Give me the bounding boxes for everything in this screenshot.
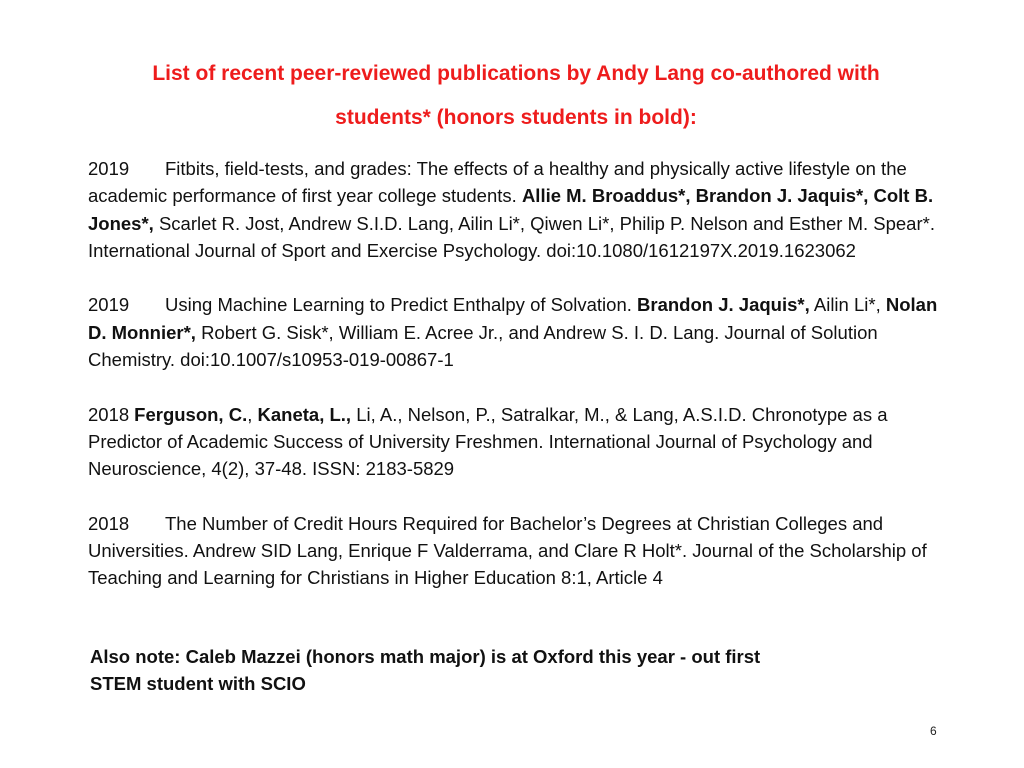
slide-title <box>90 52 942 140</box>
author-separator: , <box>247 403 253 425</box>
publication-entry <box>88 155 948 264</box>
page-number: 6 <box>930 724 937 738</box>
publication-title: Using Machine Learning to Predict Enthalpy of Solvation. <box>165 294 632 316</box>
publication-details: Robert G. Sisk*, William E. Acree Jr., and Andrew S. I. D. Lang. Journal of Solution Chemistry. doi:10.1007/s10953-019-00867-1 <box>88 321 878 371</box>
publication-list <box>88 155 948 619</box>
publication-entry <box>88 291 948 373</box>
honors-author: Kaneta, L., <box>257 403 352 425</box>
note-line-2: STEM student with SCIO <box>90 673 306 694</box>
publication-entry <box>88 510 948 592</box>
honors-authors: Allie M. Broaddus*, Brandon J. Jaquis*, Colt B. Jones*, <box>88 185 934 234</box>
publication-year: 2019 <box>88 158 130 179</box>
publication-details: Li, A., Nelson, P., Satralkar, M., & Lang, A.S.I.D. Chronotype as a Predictor of Academic Success of University Freshmen. International Journal of Psychology and Neuroscience, 4(2), 37-48. ISSN: 2183-5829 <box>88 403 888 480</box>
honors-author: Brandon J. Jaquis*, <box>637 294 810 316</box>
slide-title-line-2: students* (honors students in bold): <box>335 106 697 129</box>
honors-author: Ferguson, C. <box>134 403 248 425</box>
slide-title-line-1: List of recent peer-reviewed publications by Andy Lang co-authored with <box>152 62 880 85</box>
publication-title: Fitbits, field-tests, and grades: The effects of a healthy and physically active lifestyle on the academic performance of first year college students. <box>88 158 907 207</box>
publication-details: Scarlet R. Jost, Andrew S.I.D. Lang, Ailin Li*, Qiwen Li*, Philip P. Nelson and Esther M. Spear*. International Journal of Sport and Exercise Psychology. doi:10.1080/1612197X.2019.1623062 <box>88 212 935 261</box>
additional-note <box>90 643 850 697</box>
honors-author: Nolan D. Monnier*, <box>88 294 938 343</box>
publication-year: 2019 <box>88 294 130 316</box>
publication-entry <box>88 401 948 483</box>
publication-details: The Number of Credit Hours Required for Bachelor’s Degrees at Christian Colleges and Universities. Andrew SID Lang, Enrique F Valderrama, and Clare R Holt*. Journal of the Scholarship of Teaching and Learning for Christians in Higher Education 8:1, Article 4 <box>88 512 927 589</box>
publication-author: Ailin Li*, <box>813 294 881 316</box>
publication-year: 2018 <box>88 512 130 534</box>
publication-year: 2018 <box>88 403 130 425</box>
note-line-1: Also note: Caleb Mazzei (honors math major) is at Oxford this year - out first <box>90 646 761 667</box>
